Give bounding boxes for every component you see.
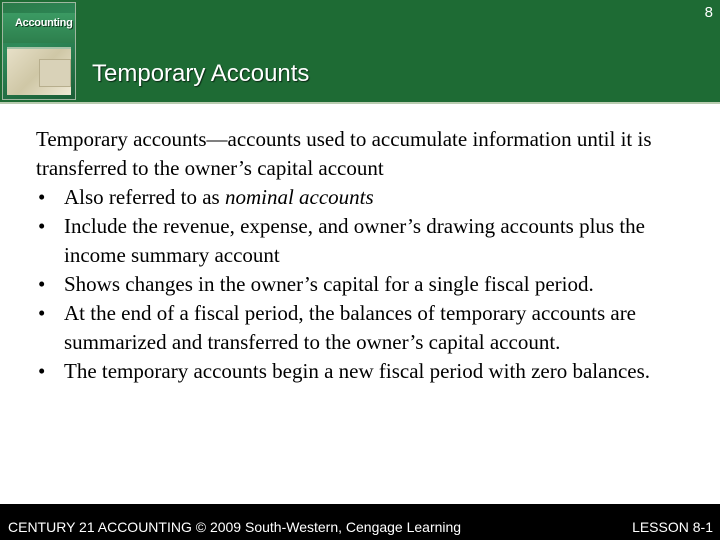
bullet-text: At the end of a fiscal period, the balances of temporary accounts are summarized and transferred to the owner’s capital account. — [64, 301, 637, 354]
slide-header — [0, 0, 720, 103]
bullet-text: Include the revenue, expense, and owner’s drawing accounts plus the income summary account — [64, 214, 645, 267]
bullet-icon: • — [38, 214, 46, 238]
book-cover-thumbnail — [2, 2, 76, 100]
bullet-text: The temporary accounts begin a new fiscal period with zero balances. — [64, 359, 651, 383]
footer-lesson-label: LESSON 8-1 — [632, 519, 713, 535]
footer-copyright: CENTURY 21 ACCOUNTING © 2009 South-Western, Cengage Learning — [8, 519, 462, 535]
definition-text: Temporary accounts—accounts used to accumulate information until it is transferred to the owner’s capital account — [36, 127, 652, 180]
bullet-text: Also referred to as — [64, 185, 225, 209]
slide-footer — [0, 504, 720, 540]
bullet-icon: • — [38, 185, 46, 209]
header-divider — [0, 102, 720, 104]
slide-title: Temporary Accounts — [92, 60, 310, 87]
bullet-emphasis: nominal accounts — [224, 185, 374, 209]
bullet-icon: • — [38, 359, 46, 383]
bullet-icon: • — [38, 301, 46, 325]
bullet-item — [36, 357, 708, 386]
slide-number: 8 — [704, 4, 713, 21]
bullet-item — [36, 299, 708, 357]
bullet-item — [36, 183, 708, 212]
bullet-list — [36, 183, 708, 386]
bullet-icon: • — [38, 272, 46, 296]
bullet-item — [36, 270, 708, 299]
bullet-item — [36, 212, 708, 270]
bullet-text: Shows changes in the owner’s capital for a single fiscal period. — [64, 272, 594, 296]
book-cover-title: Accounting — [15, 17, 73, 29]
slide-content — [36, 125, 708, 386]
book-cover-photo-inset — [39, 59, 71, 87]
